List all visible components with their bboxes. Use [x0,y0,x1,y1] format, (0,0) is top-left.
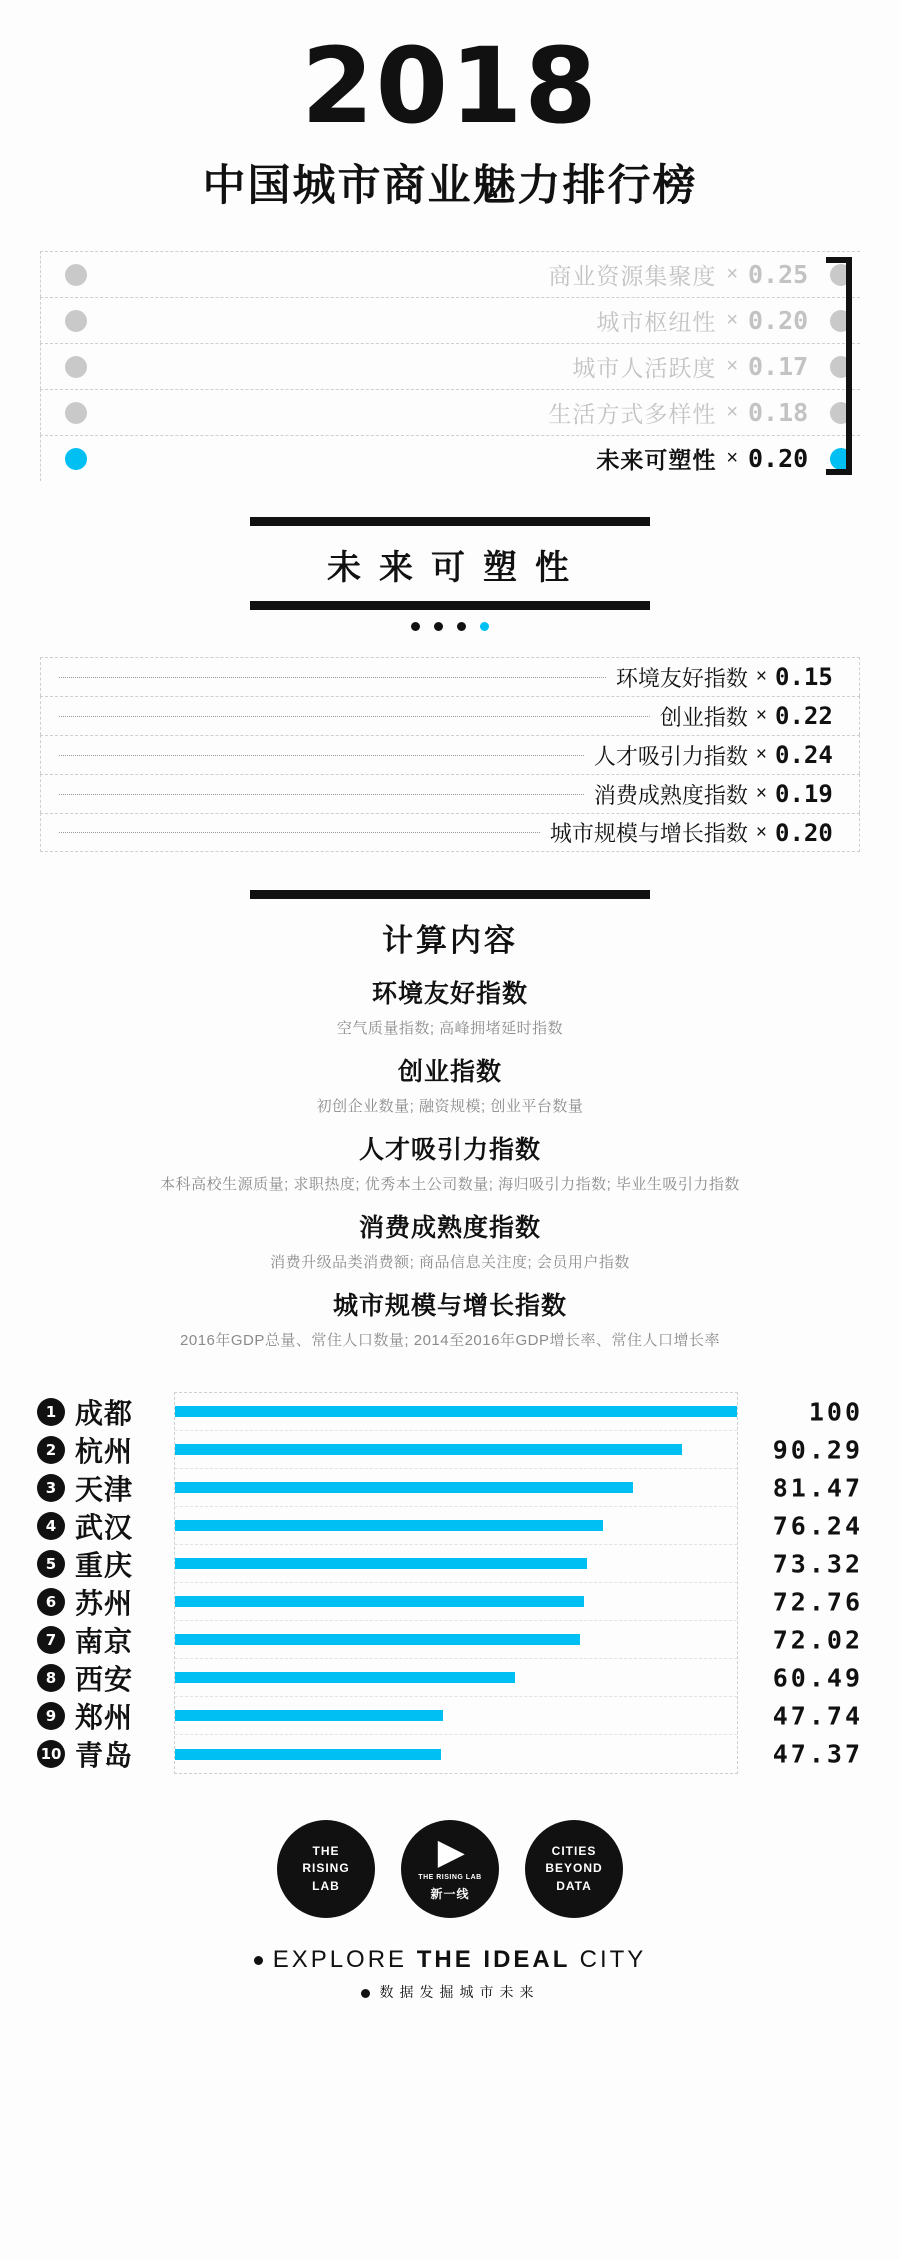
rank-badge: 1 [37,1398,65,1426]
multiply-symbol: × [755,666,767,687]
bar [175,1558,587,1569]
bar [175,1596,584,1607]
subindex-label: 城市规模与增长指数 [549,821,748,846]
logo-line: THE RISING LAB [418,1873,482,1881]
subindex-value: 0.15 [775,663,833,691]
score-label: 47.74 [772,1701,863,1730]
bullet-dot-icon [65,264,87,286]
calc-item-desc: 消费升级品类消费额; 商品信息关注度; 会员用户指数 [270,1254,630,1271]
city-label: 成都 [75,1397,134,1429]
logo-line: BEYOND [545,1861,603,1876]
weight-row [40,389,860,435]
score-label: 90.29 [772,1435,863,1464]
divider-bottom [250,601,650,610]
multiply-symbol: × [755,744,767,765]
rank-badge: 5 [37,1550,65,1578]
calc-item-desc: 空气质量指数; 高峰拥堵延时指数 [336,1020,564,1037]
logo-the-rising-lab [277,1820,375,1918]
weight-value: 0.17 [748,352,809,381]
leader-line [59,677,606,678]
chart-row [45,1469,863,1507]
dot-icon-active [480,622,489,631]
logo-line: CITIES [551,1843,597,1858]
logo-line: RISING [302,1861,350,1876]
chart-row [45,1621,863,1659]
weight-label: 商业资源集聚度 [548,263,717,289]
rank-badge: 3 [37,1474,65,1502]
bullet-dot-icon [65,402,87,424]
divider-top [250,517,650,526]
bar [175,1444,682,1455]
calc-item [0,1130,900,1194]
dot-indicator [250,622,650,631]
bar [175,1520,603,1531]
calculation-section [0,890,900,1350]
score-label: 72.02 [772,1625,863,1654]
bar [175,1406,737,1417]
subindex-row [40,813,860,852]
rank-badge: 6 [37,1588,65,1616]
subindex-value: 0.20 [775,818,833,847]
bar [175,1482,633,1493]
footer [0,1946,900,2042]
subindex-row [40,774,860,813]
subindex-row [40,657,860,696]
year-title: 2018 [301,25,599,147]
city-label: 武汉 [75,1511,134,1543]
city-label: 天津 [75,1473,134,1505]
bar [175,1749,441,1760]
city-label: 重庆 [75,1549,134,1581]
weight-row [40,251,860,297]
calc-item-name: 环境友好指数 [371,980,528,1008]
subindex-label: 创业指数 [659,704,748,730]
bullet-icon [254,1956,263,1965]
section-title: 未来可塑性 [327,549,587,587]
footer-text-c: CITY [579,1946,647,1973]
play-mark-icon: ▶ [438,1832,462,1870]
chart-row [40,1735,863,1773]
weight-label: 城市人活跃度 [572,355,717,381]
bullet-dot-icon [65,448,87,470]
city-label: 苏州 [75,1587,134,1619]
subindex-row [40,696,860,735]
bullet-icon [361,1989,370,1998]
weight-label: 未来可塑性 [596,447,717,473]
rank-badge: 7 [37,1626,65,1654]
leader-line [59,832,540,833]
logo-line: LAB [312,1878,340,1893]
chart-plot-area [40,1392,863,1774]
subindex-value: 0.22 [775,702,833,730]
bullet-dot-icon [65,356,87,378]
leader-line [59,794,584,795]
city-label: 青岛 [75,1740,134,1771]
footer-text-a: EXPLORE [272,1946,417,1973]
weights-block [40,251,860,481]
rank-badge: 10 [37,1740,65,1768]
multiply-symbol: × [726,263,738,285]
multiply-symbol: × [755,705,767,726]
weight-label: 城市枢纽性 [596,309,717,335]
weight-value: 0.18 [748,398,809,427]
page-title: 中国城市商业魅力排行榜 [202,162,698,210]
chart-row [45,1545,863,1583]
city-label: 郑州 [75,1701,134,1733]
weight-value: 0.20 [748,306,809,335]
rank-badge: 8 [37,1664,65,1692]
header [0,0,900,213]
multiply-symbol: × [726,309,738,331]
dot-icon [411,622,420,631]
multiply-symbol: × [726,447,738,469]
weight-row [40,343,860,389]
subindex-label: 人才吸引力指数 [593,743,748,769]
bracket-decoration [826,257,852,475]
logo-line: THE [312,1843,340,1858]
bullet-dot-icon [65,310,87,332]
logo-cities-beyond-data [525,1820,623,1918]
calculation-title: 计算内容 [382,923,518,958]
score-label: 73.32 [772,1549,863,1578]
score-label: 72.76 [772,1587,863,1616]
footer-subtagline [0,1982,900,2002]
chart-row [45,1583,863,1621]
calc-item-name: 人才吸引力指数 [358,1136,541,1164]
dot-icon [434,622,443,631]
subindex-value: 0.19 [775,780,833,808]
subindex-value: 0.24 [775,741,833,769]
subindex-label: 环境友好指数 [615,665,748,691]
city-label: 杭州 [75,1435,134,1467]
calc-item [0,1208,900,1272]
calc-item [0,1286,900,1350]
chart-row [45,1431,863,1469]
logo-line: 新一线 [430,1886,470,1901]
subindex-label: 消费成熟度指数 [593,782,748,808]
chart-row [45,1507,863,1545]
bar [175,1634,580,1645]
subindex-row [40,735,860,774]
logo-line: DATA [556,1878,592,1893]
logo-row [0,1820,900,1918]
calc-item-desc: 本科高校生源质量; 求职热度; 优秀本土公司数量; 海归吸引力指数; 毕业生吸引力指数 [160,1176,740,1193]
footer-text-b: THE IDEAL [416,1946,580,1973]
leader-line [59,755,584,756]
city-label: 西安 [75,1663,134,1695]
chart-row [45,1659,863,1697]
divider [250,890,650,899]
calc-item [0,974,900,1038]
multiply-symbol: × [726,401,738,423]
calc-item-desc: 2016年GDP总量、常住人口数量; 2014至2016年GDP增长率、常住人口增长率 [180,1332,720,1349]
weight-row [40,297,860,343]
score-label: 81.47 [772,1473,863,1502]
multiply-symbol: × [755,783,767,804]
score-label: 76.24 [772,1511,863,1540]
ranking-chart [36,1384,864,1774]
footer-tagline [0,1946,900,1974]
logo-xinyixian [401,1820,499,1918]
subindex-block [40,657,860,852]
multiply-symbol: × [726,355,738,377]
weight-value: 0.20 [748,444,809,473]
weight-label: 生活方式多样性 [548,401,717,427]
leader-line [59,716,650,717]
score-label: 47.37 [772,1739,863,1769]
bar [175,1710,443,1721]
weight-value: 0.25 [748,260,809,289]
section-header [250,517,650,631]
weight-row-active [40,435,860,481]
rank-badge: 2 [37,1436,65,1464]
score-label: 100 [808,1397,863,1426]
calc-item-name: 创业指数 [397,1058,502,1086]
multiply-symbol: × [755,821,767,843]
rank-badge: 9 [37,1702,65,1730]
chart-row [45,1697,863,1735]
footer-text-cn: 数据发掘城市未来 [379,1984,540,2000]
rank-badge: 4 [37,1512,65,1540]
calc-item-name: 城市规模与增长指数 [332,1292,567,1320]
calc-item [0,1052,900,1116]
calc-item-name: 消费成熟度指数 [358,1214,541,1242]
score-label: 60.49 [772,1663,863,1692]
dot-icon [457,622,466,631]
calc-item-desc: 初创企业数量; 融资规模; 创业平台数量 [316,1098,584,1115]
bar [175,1672,515,1683]
city-label: 南京 [75,1625,134,1657]
chart-row [45,1393,863,1431]
